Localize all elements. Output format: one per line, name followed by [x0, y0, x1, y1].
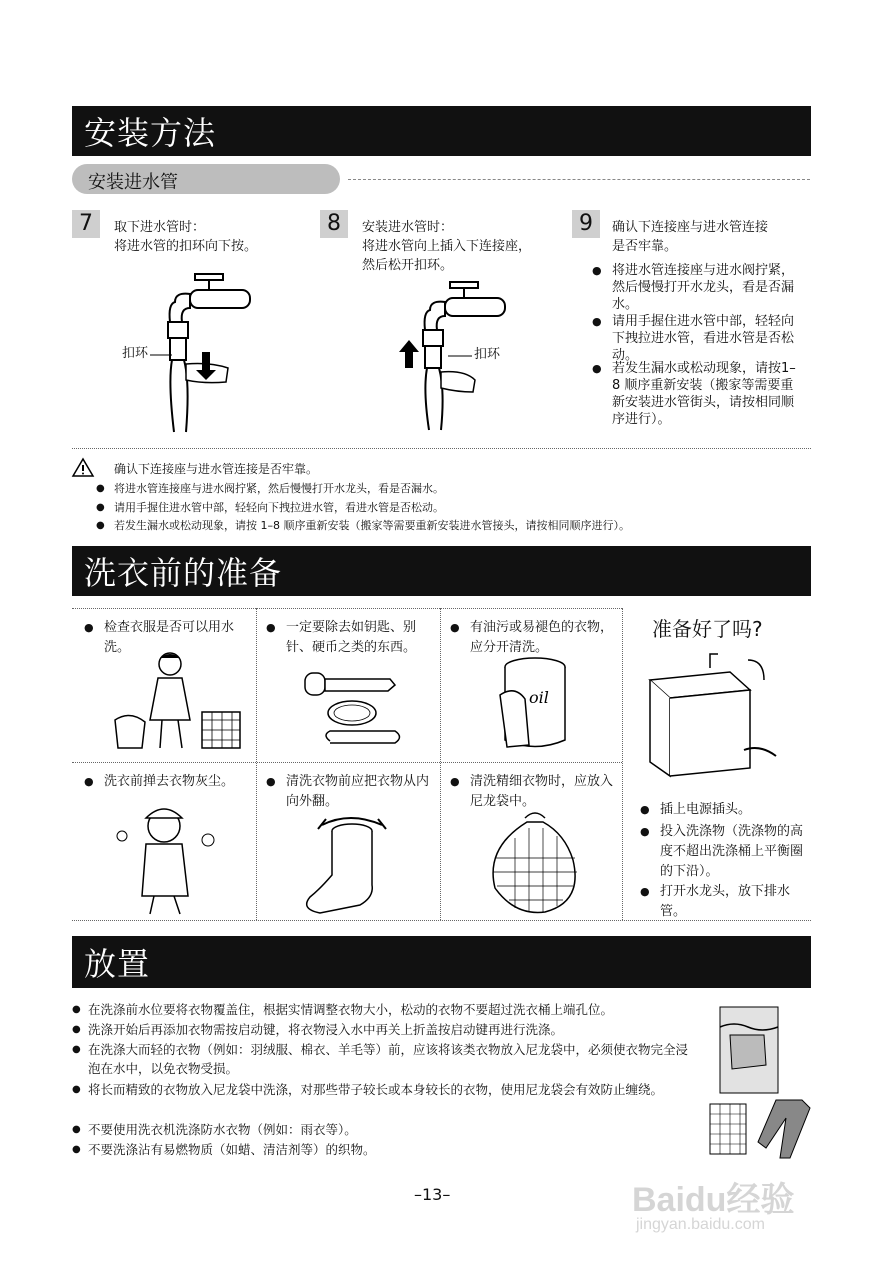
step-7-line1: 取下进水管时： — [114, 220, 206, 235]
place-item: ● 不要使用洗衣机洗涤防水衣物（例如：雨衣等）。 — [88, 1120, 700, 1139]
net-bag-and-long-clothes-illustration — [706, 1098, 816, 1160]
caution-title: 确认下连接座与进水管连接是否牢靠。 — [114, 462, 319, 476]
watermark-logo — [632, 1172, 832, 1242]
warning-icon — [72, 458, 94, 477]
oil-can-illustration — [495, 655, 575, 755]
step-7-clamp-label: 扣环 — [122, 346, 149, 361]
watermark-url: jingyan.baidu.com — [636, 1216, 765, 1233]
dashed-divider — [348, 179, 810, 180]
caution-item: ● 若发生漏水或松动现象，请按 1–8 顺序重新安装（搬家等需要重新安装进水管接头，请按相同顺序进行）。 — [114, 518, 630, 534]
step-number-8: 8 — [320, 210, 348, 238]
prep-cell-text: ● 检查衣服是否可以用水洗。 — [104, 618, 252, 658]
section-banner-prep — [72, 546, 811, 596]
prep-cell-text: ● 洗衣前掸去衣物灰尘。 — [104, 772, 252, 792]
step-9-line2: 是否牢靠。 — [612, 239, 678, 254]
subsection-title: 安装进水管 — [88, 172, 178, 193]
section-banner-place — [72, 936, 811, 988]
grid-line — [440, 608, 441, 920]
section-title-prep: 洗衣前的准备 — [84, 554, 283, 592]
step-7-label-leader — [150, 354, 172, 356]
grid-line — [256, 608, 257, 920]
ready-item: ● 投入洗涤物（洗涤物的高度不超出洗涤桶上平衡圈的下沿）。 — [660, 822, 810, 882]
ready-item: ● 打开水龙头，放下排水管。 — [660, 882, 810, 922]
sock-inside-out-illustration — [300, 805, 410, 917]
place-item: ● 在洗涤大而轻的衣物（例如：羽绒服、棉衣、羊毛等）前，应该将该类衣物放入尼龙袋中，必须使衣物完全浸泡在水中，以免衣物受损。 — [88, 1040, 700, 1078]
step-8-line2: 将进水管向上插入下连接座， — [362, 239, 532, 254]
subsection-pill — [72, 164, 340, 194]
place-item: ● 不要洗涤沾有易燃物质（如蜡、清洁剂等）的织物。 — [88, 1140, 700, 1159]
step-9-bullet: ● 将进水管连接座与进水阀拧紧，然后慢慢打开水龙头，看是否漏水。 — [612, 262, 804, 313]
caution-top-rule — [72, 448, 811, 449]
step-9-line1: 确认下连接座与进水管连接 — [612, 220, 769, 235]
page-number: –13– — [414, 1185, 451, 1204]
watermark-brand: Baidu经验 — [632, 1181, 795, 1219]
step-8-clamp-label: 扣环 — [474, 347, 501, 362]
place-item: ● 将长而精致的衣物放入尼龙袋中洗涤，对那些带子较长或本身较长的衣物，使用尼龙袋会有效防止缠绕。 — [88, 1080, 700, 1099]
step-7-line2: 将进水管的扣环向下按。 — [114, 239, 258, 254]
girl-laundry-illustration — [110, 650, 250, 755]
section-title-install: 安装方法 — [84, 114, 217, 152]
ready-item: ● 插上电源插头。 — [660, 800, 810, 820]
key-coin-pin-illustration — [300, 665, 410, 755]
prep-cell-text: ● 清洗衣物前应把衣物从内向外翻。 — [286, 772, 436, 812]
caution-item: ● 请用手握住进水管中部，轻轻向下拽拉进水管，看进水管是否松动。 — [114, 500, 444, 516]
grid-line — [72, 608, 622, 609]
oil-can-label: oil — [529, 688, 549, 707]
ready-title: 准备好了吗? — [652, 617, 763, 641]
step-9-bullet: ● 若发生漏水或松动现象，请按1–8 顺序重新安装（搬家等需要重新安装进水管街头，请按相同顺序进行）。 — [612, 360, 804, 428]
step-8-label-leader — [448, 355, 472, 357]
step-number-9: 9 — [572, 210, 600, 238]
washing-machine-illustration — [640, 650, 780, 780]
prep-cell-text: ● 一定要除去如钥匙、别针、硬币之类的东西。 — [286, 618, 436, 658]
boy-dusting-illustration — [112, 800, 222, 918]
section-title-place: 放置 — [84, 945, 151, 983]
prep-cell-text: ● 清洗精细衣物时，应放入尼龙袋中。 — [470, 772, 618, 812]
grid-line — [72, 762, 622, 763]
caution-item: ● 将进水管连接座与进水阀拧紧，然后慢慢打开水龙头，看是否漏水。 — [114, 481, 444, 497]
faucet-remove-illustration — [150, 272, 260, 432]
step-8-line3: 然后松开扣环。 — [362, 258, 454, 273]
step-number-7: 7 — [72, 210, 100, 238]
step-8-line1: 安装进水管时： — [362, 220, 454, 235]
step-9-bullet: ● 请用手握住进水管中部，轻轻向下拽拉进水管，看进水管是否松动。 — [612, 313, 804, 364]
place-item: ● 在洗涤前水位要将衣物覆盖住，根据实情调整衣物大小，松动的衣物不要超过洗衣桶上端孔位。 — [88, 1000, 700, 1019]
prep-cell-text: ● 有油污或易褪色的衣物，应分开清洗。 — [470, 618, 618, 658]
laundry-net-bag-illustration — [485, 808, 585, 918]
grid-line — [622, 608, 623, 920]
section-banner-install — [72, 106, 811, 156]
clothes-in-water-illustration — [718, 1005, 780, 1095]
place-item: ● 洗涤开始后再添加衣物需按启动键，将衣物浸入水中再关上折盖按启动键再进行洗涤。 — [88, 1020, 700, 1039]
